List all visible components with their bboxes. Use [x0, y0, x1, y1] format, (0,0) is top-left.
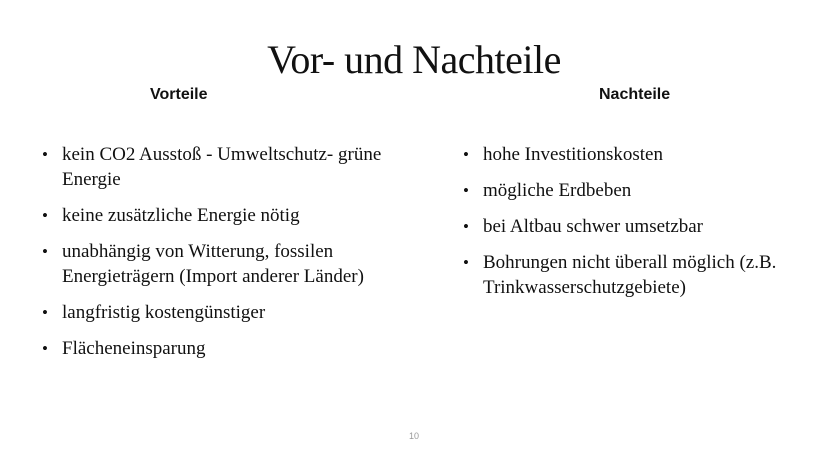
bullet-icon: •	[42, 145, 48, 164]
nachteile-heading: Nachteile	[599, 86, 671, 103]
page-number: 10	[408, 431, 419, 441]
nachteile-list	[461, 142, 811, 311]
slide-title: Vor- und Nachteile	[267, 37, 561, 82]
list-item-text: mögliche Erdbeben	[483, 180, 632, 201]
list-item-text: langfristig kostengünstiger	[62, 302, 266, 323]
list-item	[40, 239, 385, 289]
list-item-text: hohe Investitionskosten	[483, 144, 663, 165]
bullet-icon: •	[463, 217, 469, 236]
bullet-icon: •	[463, 145, 469, 164]
bullet-icon: •	[42, 242, 48, 261]
bullet-icon: •	[42, 303, 48, 322]
bullet-icon: •	[463, 253, 469, 272]
list-item-text: bei Altbau schwer umsetzbar	[483, 216, 704, 237]
list-item	[40, 300, 385, 325]
bullet-icon: •	[42, 339, 48, 358]
bullet-icon: •	[463, 181, 469, 200]
list-item	[461, 250, 811, 300]
list-item-text: kein CO2 Ausstoß - Umweltschutz- grüne Energie	[62, 144, 382, 190]
list-item-text: Flächeneinsparung	[62, 338, 206, 359]
list-item-text: Bohrungen nicht überall möglich (z.B. Trinkwasserschutzgebiete)	[483, 252, 777, 298]
bullet-icon: •	[42, 206, 48, 225]
list-item	[461, 178, 811, 203]
list-item	[40, 336, 385, 361]
list-item-text: keine zusätzliche Energie nötig	[62, 205, 300, 226]
list-item	[461, 214, 811, 239]
list-item-text: unabhängig von Witterung, fossilen Energieträgern (Import anderer Länder)	[62, 241, 364, 287]
list-item	[40, 142, 385, 192]
list-item	[40, 203, 385, 228]
vorteile-heading: Vorteile	[150, 86, 208, 103]
vorteile-list	[40, 142, 385, 372]
list-item	[461, 142, 811, 167]
